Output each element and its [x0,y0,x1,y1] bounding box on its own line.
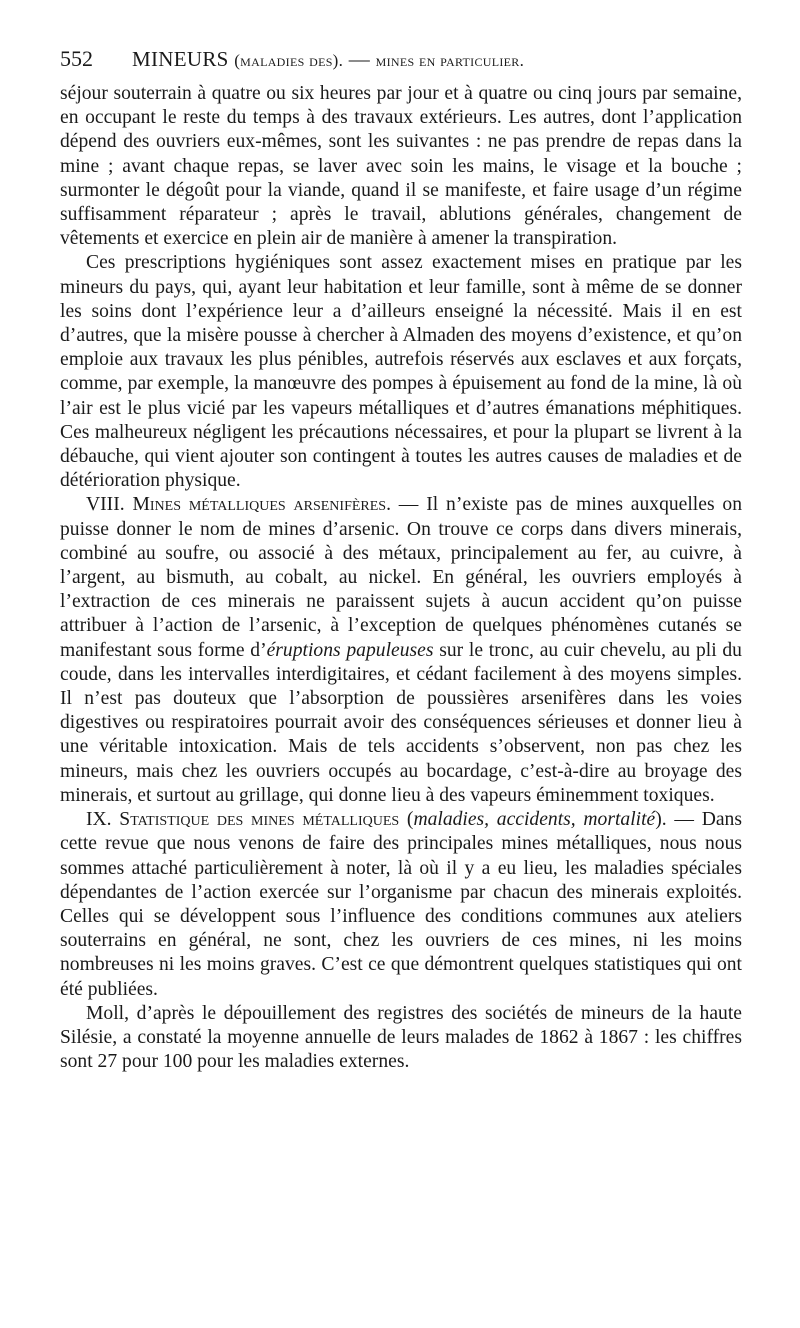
section-ix-text: — Dans cette revue que nous venons de faire des principales mines métalliques, nous nous sommes attaché particulièrement à noter, là où il y a eu lieu, les maladies spéciales dépendantes de l’action exercée sur l’organisme par chacun des minerais exploités. Celles qui se développent sous l’influence des conditions communes aux ateliers souterrains en général, ne sont, chez les ouvriers de ces mines, ni les moins nombreuses ni les moins graves. C’est ce que démontrent quelques statistiques qui ont été publiées. [60,809,742,1000]
section-ix-number: IX. [86,809,112,831]
page-number: 552 [60,46,93,71]
section-viii [60,493,742,808]
section-ix-paren-close: ). [655,809,667,831]
page-header [60,46,742,76]
running-title-paren: (maladies des). [234,51,344,70]
section-ix-title: Statistique des mines métalliques [119,809,400,831]
paragraph-almaden: Ces prescriptions hygiéniques sont assez exactement mises en pratique par les mineurs du pays, qui, ayant leur habitation et leur famille, sont à même de se donner les soins dont l’expérience leur a d’ailleurs enseigné la nécessité. Mais il en est d’autres, que la misère pousse à chercher à Almaden des moyens d’existence, et qu’on emploie aux travaux les plus pénibles, autrefois réservés aux esclaves et aux forçats, comme, par exemple, la manœuvre des pompes à épuisement au fond de la mine, là où l’air est le plus vicié par les vapeurs métalliques et d’autres émanations méphitiques. Ces malheureux négligent les précautions nécessaires, et pour la plupart se livrent à la débauche, qui vient ajouter son contingent à toutes les autres causes de maladies et de détérioration physique. [60,252,742,492]
paragraph-moll: Moll, d’après le dépouillement des registres des sociétés de mineurs de la haute Silésie, a constaté la moyenne annuelle de leurs malades de 1862 à 1867 : les chiffres sont 27 pour 100 pour les maladies externes. [60,1002,742,1073]
running-title [132,47,524,72]
section-viii-title: Mines métalliques arsenifères. [132,494,391,516]
section-ix-paren-open: ( [399,809,414,831]
body-text [60,82,742,1074]
section-viii-italic: éruptions papuleuses [266,639,434,661]
section-viii-text-a: — Il n’existe pas de mines auxquelles on puisse donner le nom de mines d’arsenic. On trouve ce corps dans divers minerais, combiné au soufre, ou associé à des métaux, principalement au fer, au cuivre, à l’argent, au bismuth, au cobalt, au nickel. En général, les ouvriers employés à l’extraction de ces minerais ne paraissent sujets à aucun accident qu’on puisse attribuer à l’action de l’arsenic, à l’exception de quelques phénomènes cutanés se manifestant sous forme d’ [60,494,742,661]
section-viii-number: VIII. [86,494,125,516]
section-ix [60,808,742,1002]
running-title-sub: mines en particulier. [375,51,525,70]
running-title-main: MINEURS [132,47,229,71]
running-title-dash: — [343,47,376,71]
section-ix-italic: maladies, accidents, mortalité [413,809,656,831]
section-viii-text-b: sur le tronc, au cuir chevelu, au pli du coude, dans les intervalles interdigitaires, et cédant facilement à des moyens simples. Il n’est pas douteux que l’absorption de poussières arsenifères dans les voies digestives ou respiratoires pourrait avoir des conséquences sérieuses et donner lieu à une véritable intoxication. Mais de tels accidents s’observent, non pas chez les mineurs, mais chez les ouvriers occupés au bocardage, c’est-à-dire au broyage des minerais, et surtout au grillage, qui donne lieu à des vapeurs éminemment toxiques. [60,639,742,806]
paragraph-continuation: séjour souterrain à quatre ou six heures par jour et à quatre ou cinq jours par semaine, en occupant le reste du temps à des travaux extérieurs. Les autres, dont l’application dépend des ouvriers eux-mêmes, sont les suivantes : ne pas prendre de repas dans la mine ; avant chaque repas, se laver avec soin les mains, le visage et la bouche ; surmonter le dégoût pour la viande, quand il se manifeste, et faire usage d’un régime suffisamment réparateur ; après le travail, ablutions générales, changement de vêtements et exercice en plein air de manière à amener la transpiration. [60,83,742,250]
